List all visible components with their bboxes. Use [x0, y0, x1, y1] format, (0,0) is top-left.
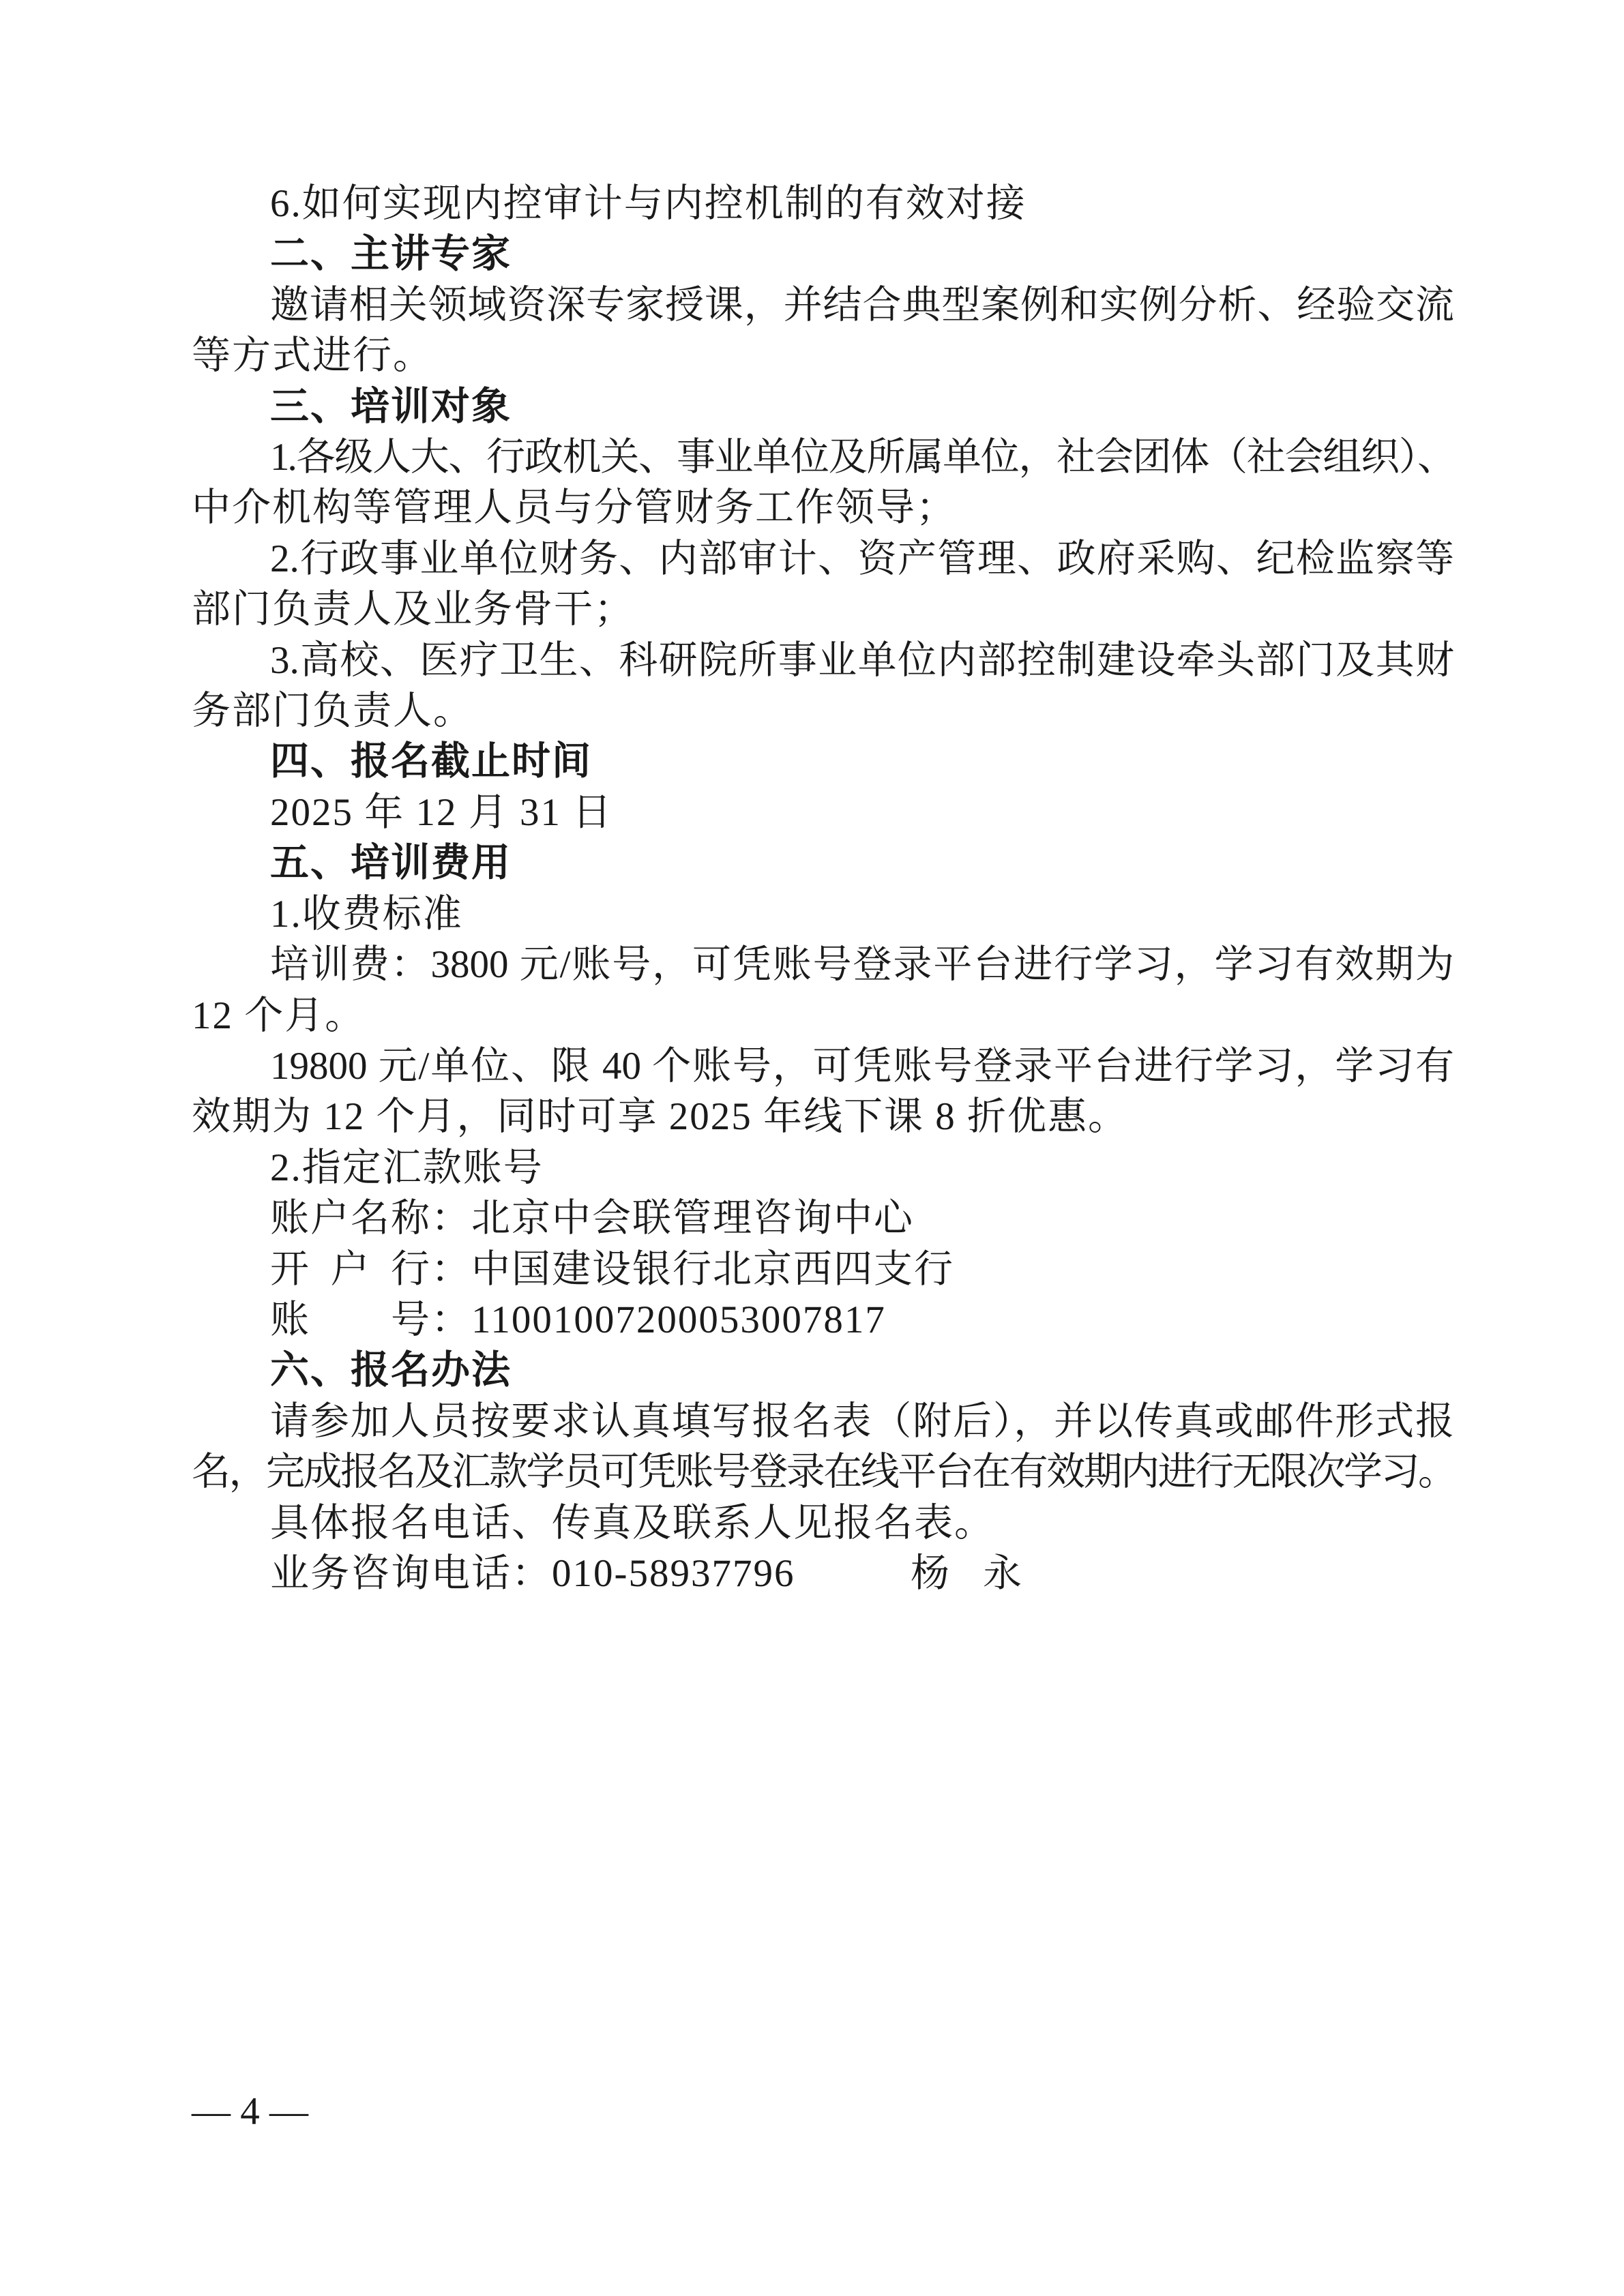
account-number-label: 账 号 [270, 1298, 431, 1341]
section-2-body-line: 邀请相关领域资深专家授课，并结合典型案例和实例分析、经验交流 [270, 283, 1454, 327]
account-bank-row [192, 1244, 1454, 1295]
section-3-heading: 三、培训对象 [270, 385, 512, 428]
fee-individual-line: 培训费：3800 元/账号，可凭账号登录平台进行学习，学习有效期为 [270, 943, 1454, 987]
fee-individual-line: 12 个月。 [192, 994, 366, 1037]
account-number-value: 11001007200053007817 [471, 1298, 886, 1341]
phone-label: 业务咨询电话： [270, 1551, 552, 1595]
phone-number: 010-58937796 [552, 1551, 795, 1595]
section-4-heading: 四、报名截止时间 [270, 740, 592, 784]
fee-unit-line: 效期为 12 个月，同时可享 2025 年线下课 8 折优惠。 [192, 1095, 1128, 1139]
audience-item-2-line: 2.行政事业单位财务、内部审计、资产管理、政府采购、纪检监察等 [270, 537, 1454, 580]
section-6-heading: 六、报名办法 [270, 1349, 512, 1392]
section-6-body-line: 请参加人员按要求认真填写报名表（附后），并以传真或邮件形式报 [270, 1399, 1454, 1443]
audience-item-2-line: 部门负责人及业务骨干； [192, 588, 634, 631]
colon: ： [431, 1298, 471, 1341]
item-6: 6.如何实现内控审计与内控机制的有效对接 [270, 182, 1027, 225]
fee-unit-line: 19800 元/单位、限 40 个账号，可凭账号登录平台进行学习，学习有 [270, 1044, 1454, 1088]
audience-item-1-line: 中介机构等管理人员与分管财务工作领导； [192, 486, 956, 530]
account-name-label: 账户名称 [270, 1197, 431, 1240]
audience-item-3-line: 3.高校、医疗卫生、科研院所事业单位内部控制建设牵头部门及其财 [270, 638, 1454, 682]
account-title: 2.指定汇款账号 [270, 1146, 544, 1189]
colon: ： [431, 1197, 471, 1240]
page-number: — 4 — [192, 2090, 308, 2133]
account-bank-value: 中国建设银行北京西四支行 [471, 1247, 954, 1291]
account-name-value: 北京中会联管理咨询中心 [471, 1197, 914, 1240]
audience-item-3-line: 务部门负责人。 [192, 689, 473, 733]
contact-row [192, 1549, 1454, 1599]
section-5-heading: 五、培训费用 [270, 841, 512, 885]
account-name-row [192, 1193, 1454, 1244]
account-bank-label: 开 户 行 [270, 1247, 431, 1291]
audience-item-1-line: 1.各级人大、行政机关、事业单位及所属单位，社会团体（社会组织）、 [270, 436, 1454, 479]
section-2-body-line: 等方式进行。 [192, 334, 433, 378]
registration-deadline: 2025 年 12 月 31 日 [270, 790, 613, 834]
contact-name: 杨 永 [911, 1551, 1023, 1595]
fee-standard-title: 1.收费标准 [270, 892, 463, 936]
document-body [192, 179, 1454, 1599]
section-2-heading: 二、主讲专家 [270, 233, 512, 276]
account-number-row [192, 1295, 1454, 1345]
contact-note: 具体报名电话、传真及联系人见报名表。 [270, 1501, 994, 1545]
section-6-body-line: 名，完成报名及汇款学员可凭账号登录在线平台在有效期内进行无限次学习。 [192, 1450, 1454, 1494]
colon: ： [431, 1247, 471, 1291]
